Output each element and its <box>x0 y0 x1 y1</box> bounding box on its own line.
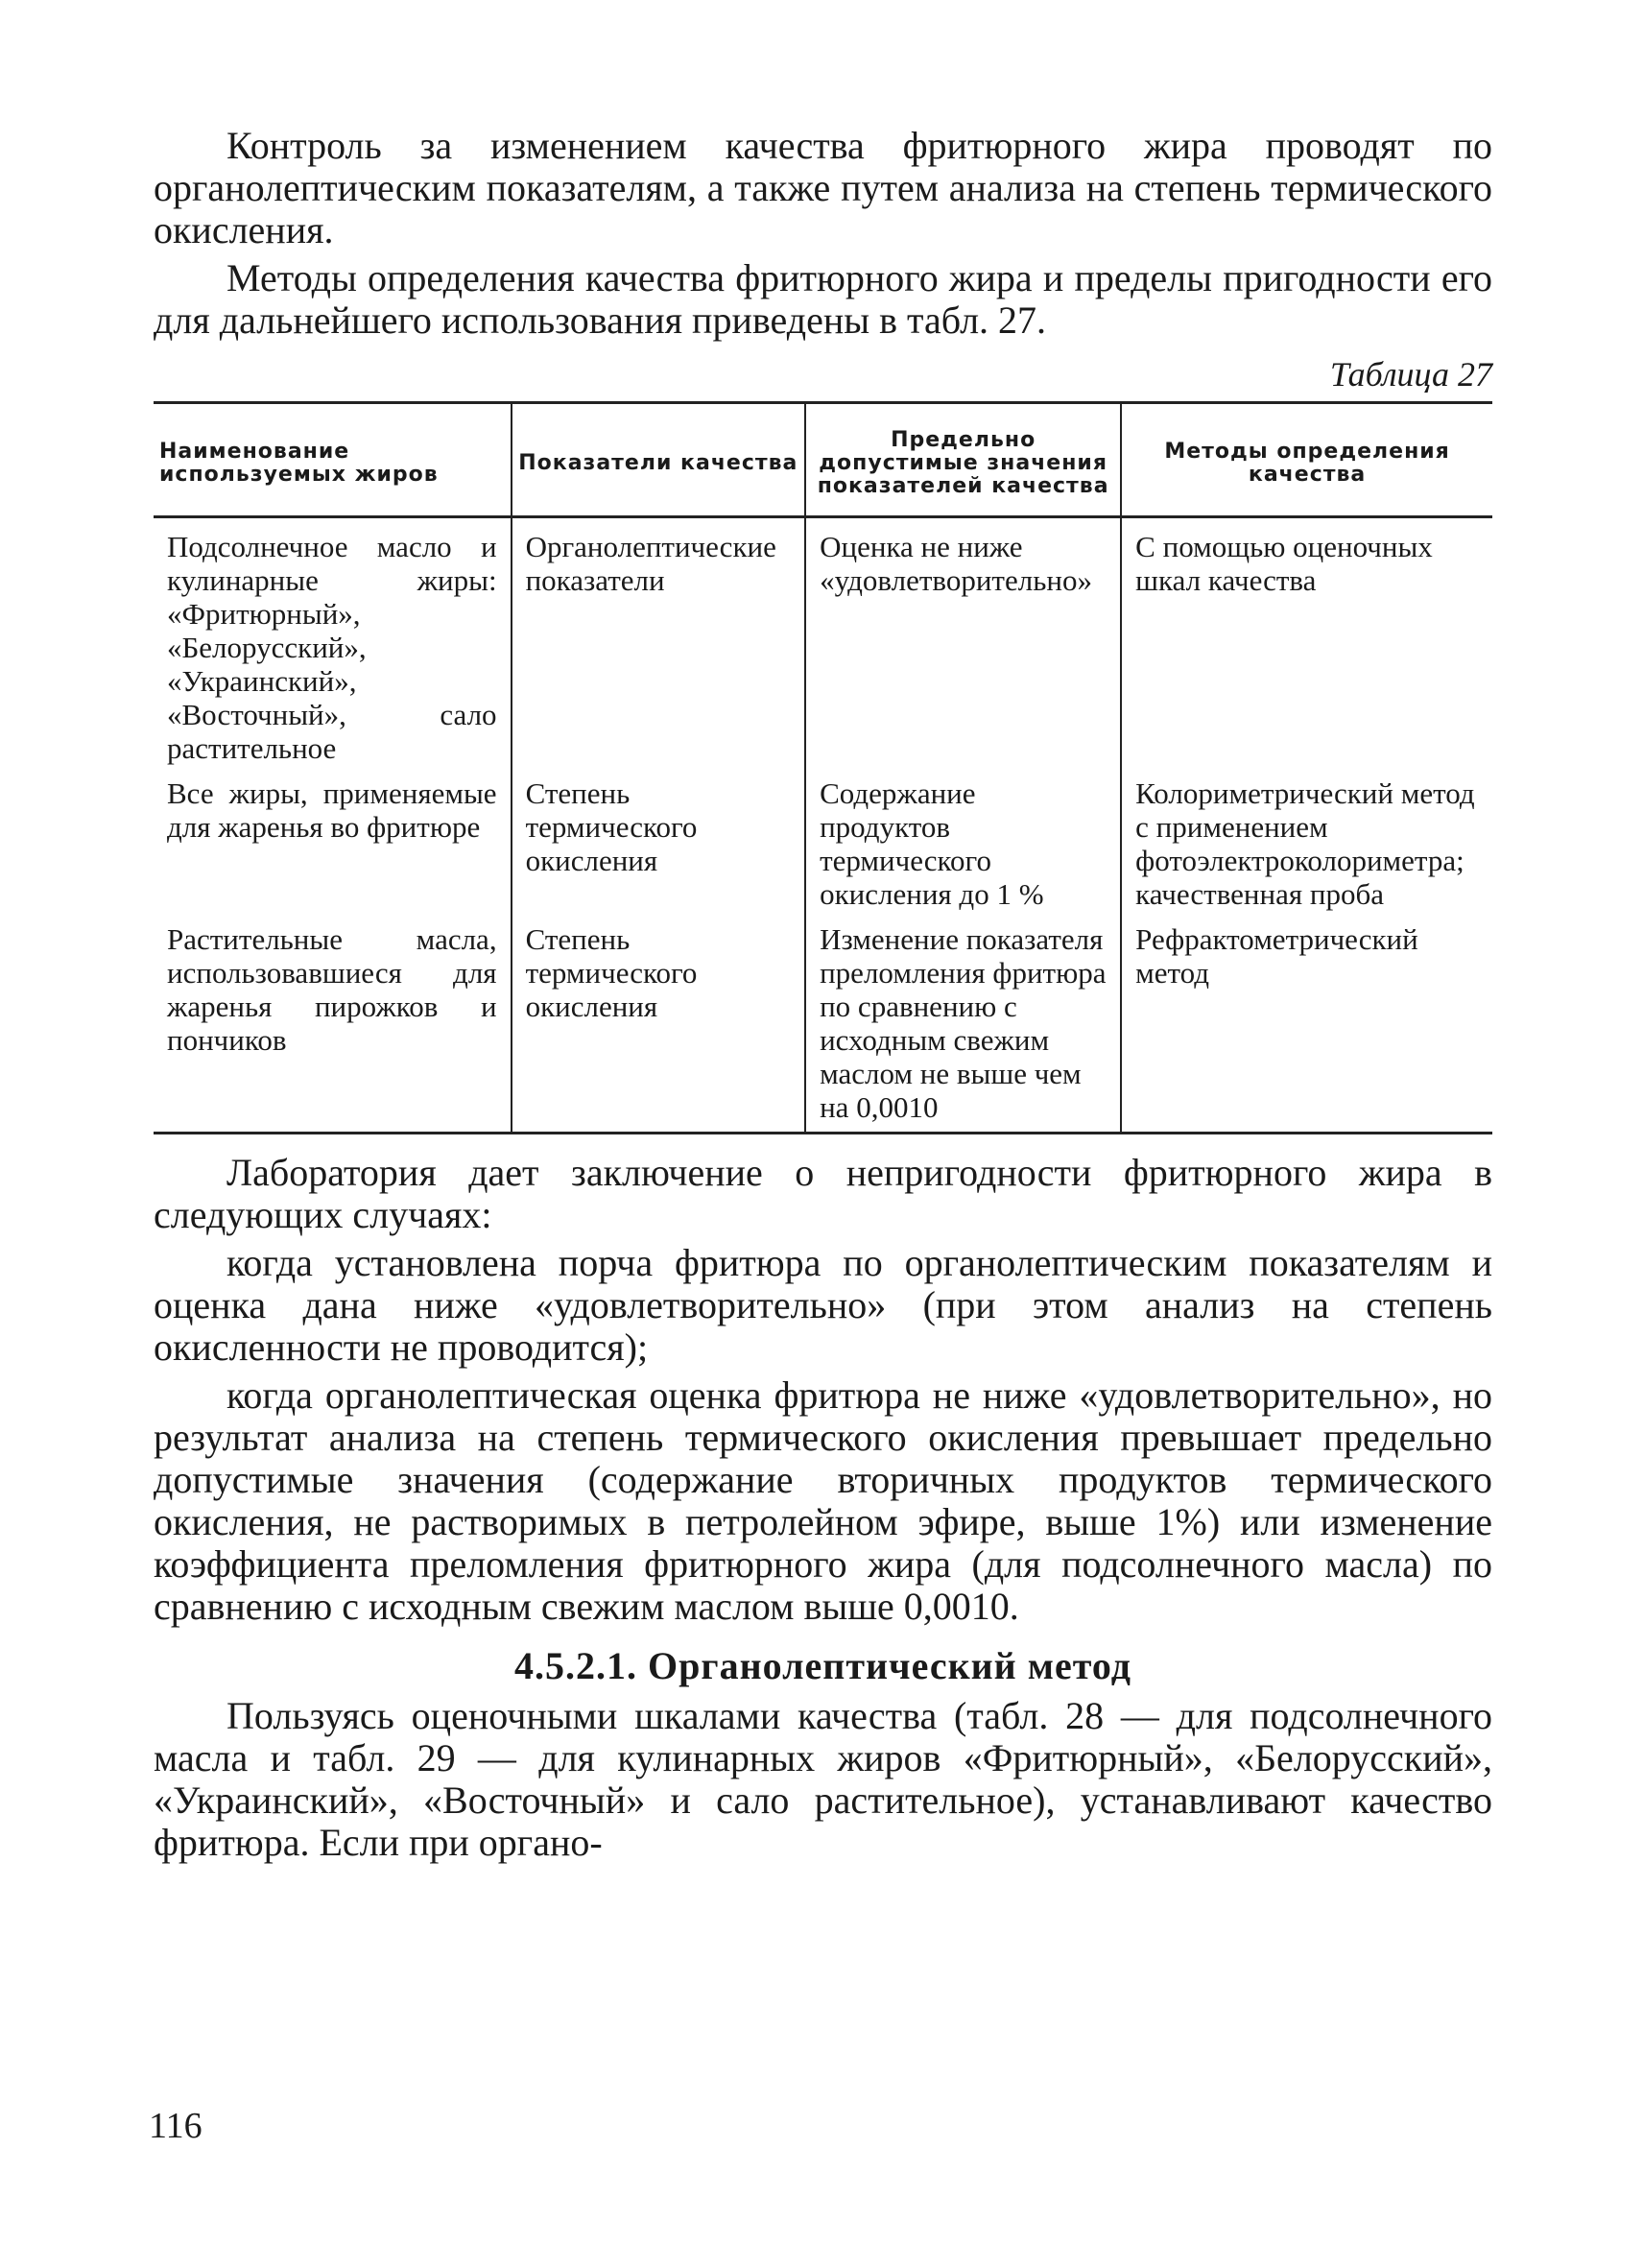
header-limit-values: Предельно допустимые значения показателей качества <box>805 403 1121 517</box>
intro-paragraph-1: Контроль за изменением качества фритюрного жира проводят по органолептическим показателям, а также путем анализа на степень термического окисления. <box>154 124 1492 251</box>
table-cell: Растительные масла, использовавшиеся для жаренья пирожков и пончиков <box>167 922 497 1057</box>
table-cell: Подсолнечное масло и кулинарные жиры: «Фритюрный», «Белорусский», «Украинский», «Восточный», сало растительное <box>167 530 497 765</box>
page-number: 116 <box>149 2106 202 2146</box>
table-cell: Колориметрический метод с применением фотоэлектроколориметра; качественная проба <box>1121 771 1492 917</box>
intro-paragraph-2: Методы определения качества фритюрного жира и пределы пригодности его для дальнейшего использования приведены в табл. 27. <box>154 256 1492 342</box>
table-cell: Степень термического окисления <box>512 917 806 1134</box>
table-cell: Степень термического окисления <box>512 771 806 917</box>
section-paragraph-1: Пользуясь оценочными шкалами качества (табл. 28 — для подсолнечного масла и табл. 29 — для кулинарных жиров «Фритюрный», «Белорусский», «Украинский», «Восточный» и сало растительное), устанавливают качество фритюра. Если при органо- <box>154 1694 1492 1864</box>
table-row <box>154 771 1492 917</box>
table-cell: Оценка не ниже «удовлетворительно» <box>805 517 1121 772</box>
table-row <box>154 517 1492 772</box>
conclusion-paragraph-1: Лаборатория дает заключение о непригодности фритюрного жира в следующих случаях: <box>154 1151 1492 1236</box>
header-fat-name: Наименование используемых жиров <box>154 403 512 517</box>
conclusion-paragraph-3: когда органолептическая оценка фритюра не ниже «удовлетворительно», но результат анализа на степень термического окисления превышает предельно допустимые значения (содержание вторичных продуктов термического окисления, не растворимых в петролейном эфире, выше 1%) или изменение коэффициента преломления фритюрного жира (для подсолнечного масла) по сравнению с исходным свежим маслом выше 0,0010. <box>154 1373 1492 1628</box>
quality-table <box>154 401 1492 1134</box>
page-content <box>154 125 1492 1864</box>
conclusion-paragraph-2: когда установлена порча фритюра по органолептическим показателям и оценка дана ниже «удовлетворительно» (при этом анализ на степень окисленности не проводится); <box>154 1241 1492 1369</box>
header-methods: Методы определения качества <box>1121 403 1492 517</box>
table-caption: Таблица 27 <box>1329 355 1492 394</box>
table-cell: Рефрактометрический метод <box>1121 917 1492 1134</box>
header-quality-indicators: Показатели качества <box>512 403 806 517</box>
table-cell: Органолептические показатели <box>512 517 806 772</box>
table-header-row <box>154 403 1492 517</box>
table-row <box>154 917 1492 1134</box>
table-cell: Изменение показателя преломления фритюра по сравнению с исходным свежим маслом не выше чем на 0,0010 <box>805 917 1121 1134</box>
section-heading: 4.5.2.1. Органолептический метод <box>514 1644 1131 1687</box>
table-cell: Содержание продуктов термического окисления до 1 % <box>805 771 1121 917</box>
table-cell: Все жиры, применяемые для жаренья во фритюре <box>167 776 497 844</box>
table-cell: С помощью оценочных шкал качества <box>1121 517 1492 772</box>
